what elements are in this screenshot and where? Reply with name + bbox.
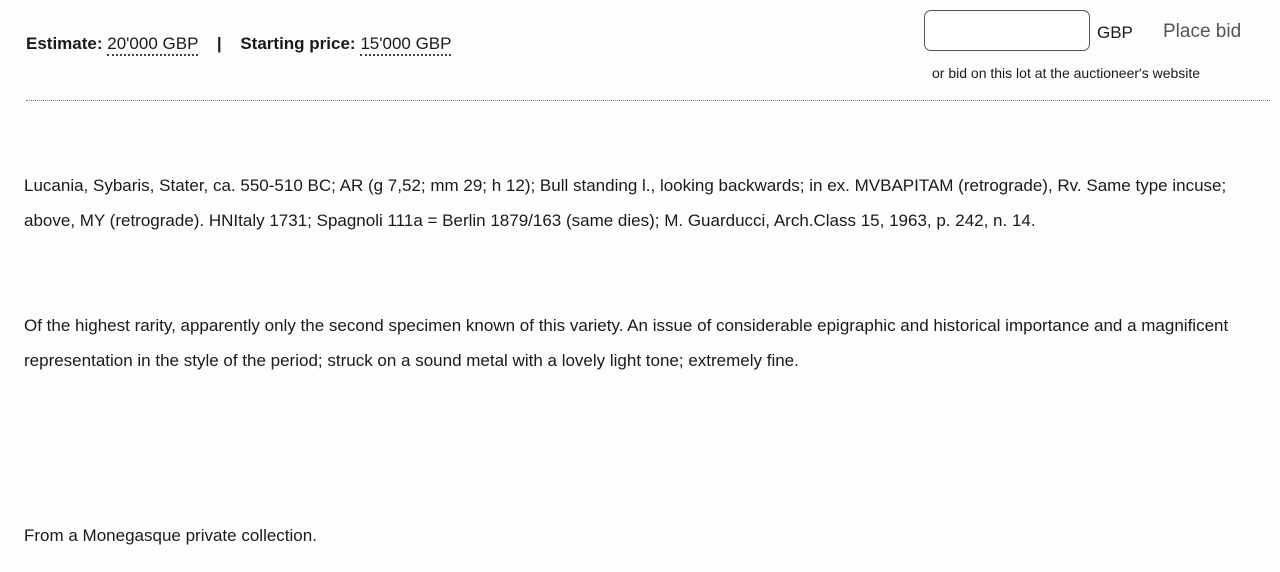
starting-price-label: Starting price: [240, 34, 356, 53]
bid-amount-input[interactable] [924, 10, 1090, 51]
place-bid-button[interactable]: Place bid [1163, 21, 1242, 42]
bid-currency-label: GBP [1097, 23, 1133, 42]
lot-condition-notes: Of the highest rarity, apparently only the second specimen known of this variety. An issue of considerable epigraphic and historical importance and a magnificent representation in the style of the period; struck on a sound metal with a lovely light tone; extremely fine. [24, 316, 1229, 370]
lot-description: Lucania, Sybaris, Stater, ca. 550-510 BC; AR (g 7,52; mm 29; h 12); Bull standing l., looking backwards; in ex. MVBAPITAM (retrograde), Rv. Same type incuse; above, MY (retrograde). HNItaly 1731; Spagnoli 111a = Berlin 1879/163 (same dies); M. Guarducci, Arch.Class 15, 1963, p. 242, n. 14. [24, 176, 1227, 230]
estimate-label: Estimate: [26, 34, 103, 53]
lot-provenance: From a Monegasque private collection. [24, 526, 317, 545]
section-divider [26, 100, 1270, 101]
starting-price-value: 15'000 GBP [360, 34, 451, 56]
estimate-value: 20'000 GBP [107, 34, 198, 56]
price-separator: | [216, 34, 222, 53]
auctioneer-website-link[interactable]: or bid on this lot at the auctioneer's website [932, 65, 1201, 81]
lot-price-info [26, 34, 451, 54]
